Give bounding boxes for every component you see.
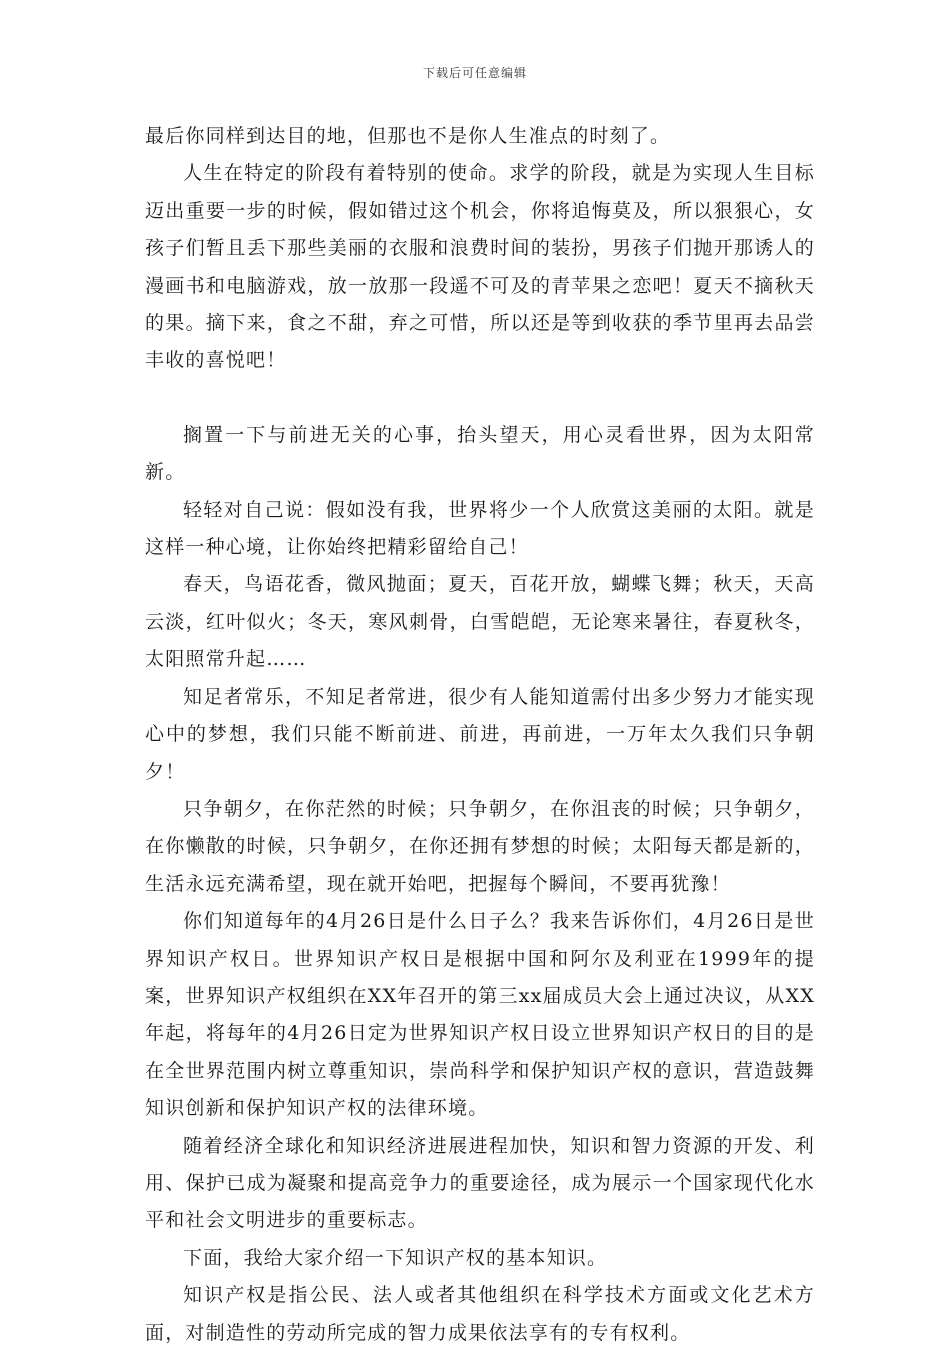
paragraph: 只争朝夕，在你茫然的时候；只争朝夕，在你沮丧的时候；只争朝夕，在你懒散的时候，只争朝夕，在你还拥有梦想的时候；太阳每天都是新的，生活永远充满希望，现在就开始吧，把握每个瞬间，不要再犹豫！ — [145, 797, 815, 895]
paragraph: 知足者常乐，不知足者常进，很少有人能知道需付出多少努力才能实现心中的梦想，我们只能不断前进、前进，再前进，一万年太久我们只争朝夕！ — [145, 685, 815, 783]
document-body — [145, 118, 815, 1352]
paragraph: 最后你同样到达目的地，但那也不是你人生准点的时刻了。 — [145, 125, 671, 147]
paragraph: 轻轻对自己说：假如没有我，世界将少一个人欣赏这美丽的太阳。就是这样一种心境，让你始终把精彩留给自己！ — [145, 498, 815, 559]
paragraph: 人生在特定的阶段有着特别的使命。求学的阶段，就是为实现人生目标迈出重要一步的时候，假如错过这个机会，你将追悔莫及，所以狠狠心，女孩子们暂且丢下那些美丽的衣服和浪费时间的装扮，男孩子们抛开那诱人的漫画书和电脑游戏，放一放那一段遥不可及的青苹果之恋吧！夏天不摘秋天的果。摘下来，食之不甜，弃之可惜，所以还是等到收获的季节里再去品尝丰收的喜悦吧！ — [145, 162, 815, 372]
paragraph: 下面，我给大家介绍一下知识产权的基本知识。 — [183, 1246, 608, 1269]
paragraph: 知识产权是指公民、法人或者其他组织在科学技术方面或文化艺术方面，对制造性的劳动所完成的智力成果依法享有的专有权利。 — [145, 1284, 815, 1344]
paragraph: 你们知道每年的4月26日是什么日子么？我来告诉你们，4月26日是世界知识产权日。世界知识产权日是根据中国和阿尔及利亚在1999年的提案，世界知识产权组织在XX年召开的第三xx届成员大会上通过决议，从XX年起，将每年的4月26日定为世界知识产权日设立世界知识产权日的目的是在全世界范围内树立尊重知识，崇尚科学和保护知识产权的意识，营造鼓舞知识创新和保护知识产权的法律环境。 — [145, 910, 815, 1120]
page-header-note: 下载后可任意编辑 — [422, 66, 527, 80]
paragraph: 春天，鸟语花香，微风抛面；夏天，百花开放，蝴蝶飞舞；秋天，天高云淡，红叶似火；冬天，寒风刺骨，白雪皑皑，无论寒来暑往，春夏秋冬，太阳照常升起…… — [145, 573, 815, 671]
paragraph: 搁置一下与前进无关的心事，抬头望天，用心灵看世界，因为太阳常新。 — [145, 423, 815, 484]
paragraph: 随着经济全球化和知识经济进展进程加快，知识和智力资源的开发、利用、保护已成为凝聚和提高竞争力的重要途径，成为展示一个国家现代化水平和社会文明进步的重要标志。 — [145, 1134, 815, 1232]
